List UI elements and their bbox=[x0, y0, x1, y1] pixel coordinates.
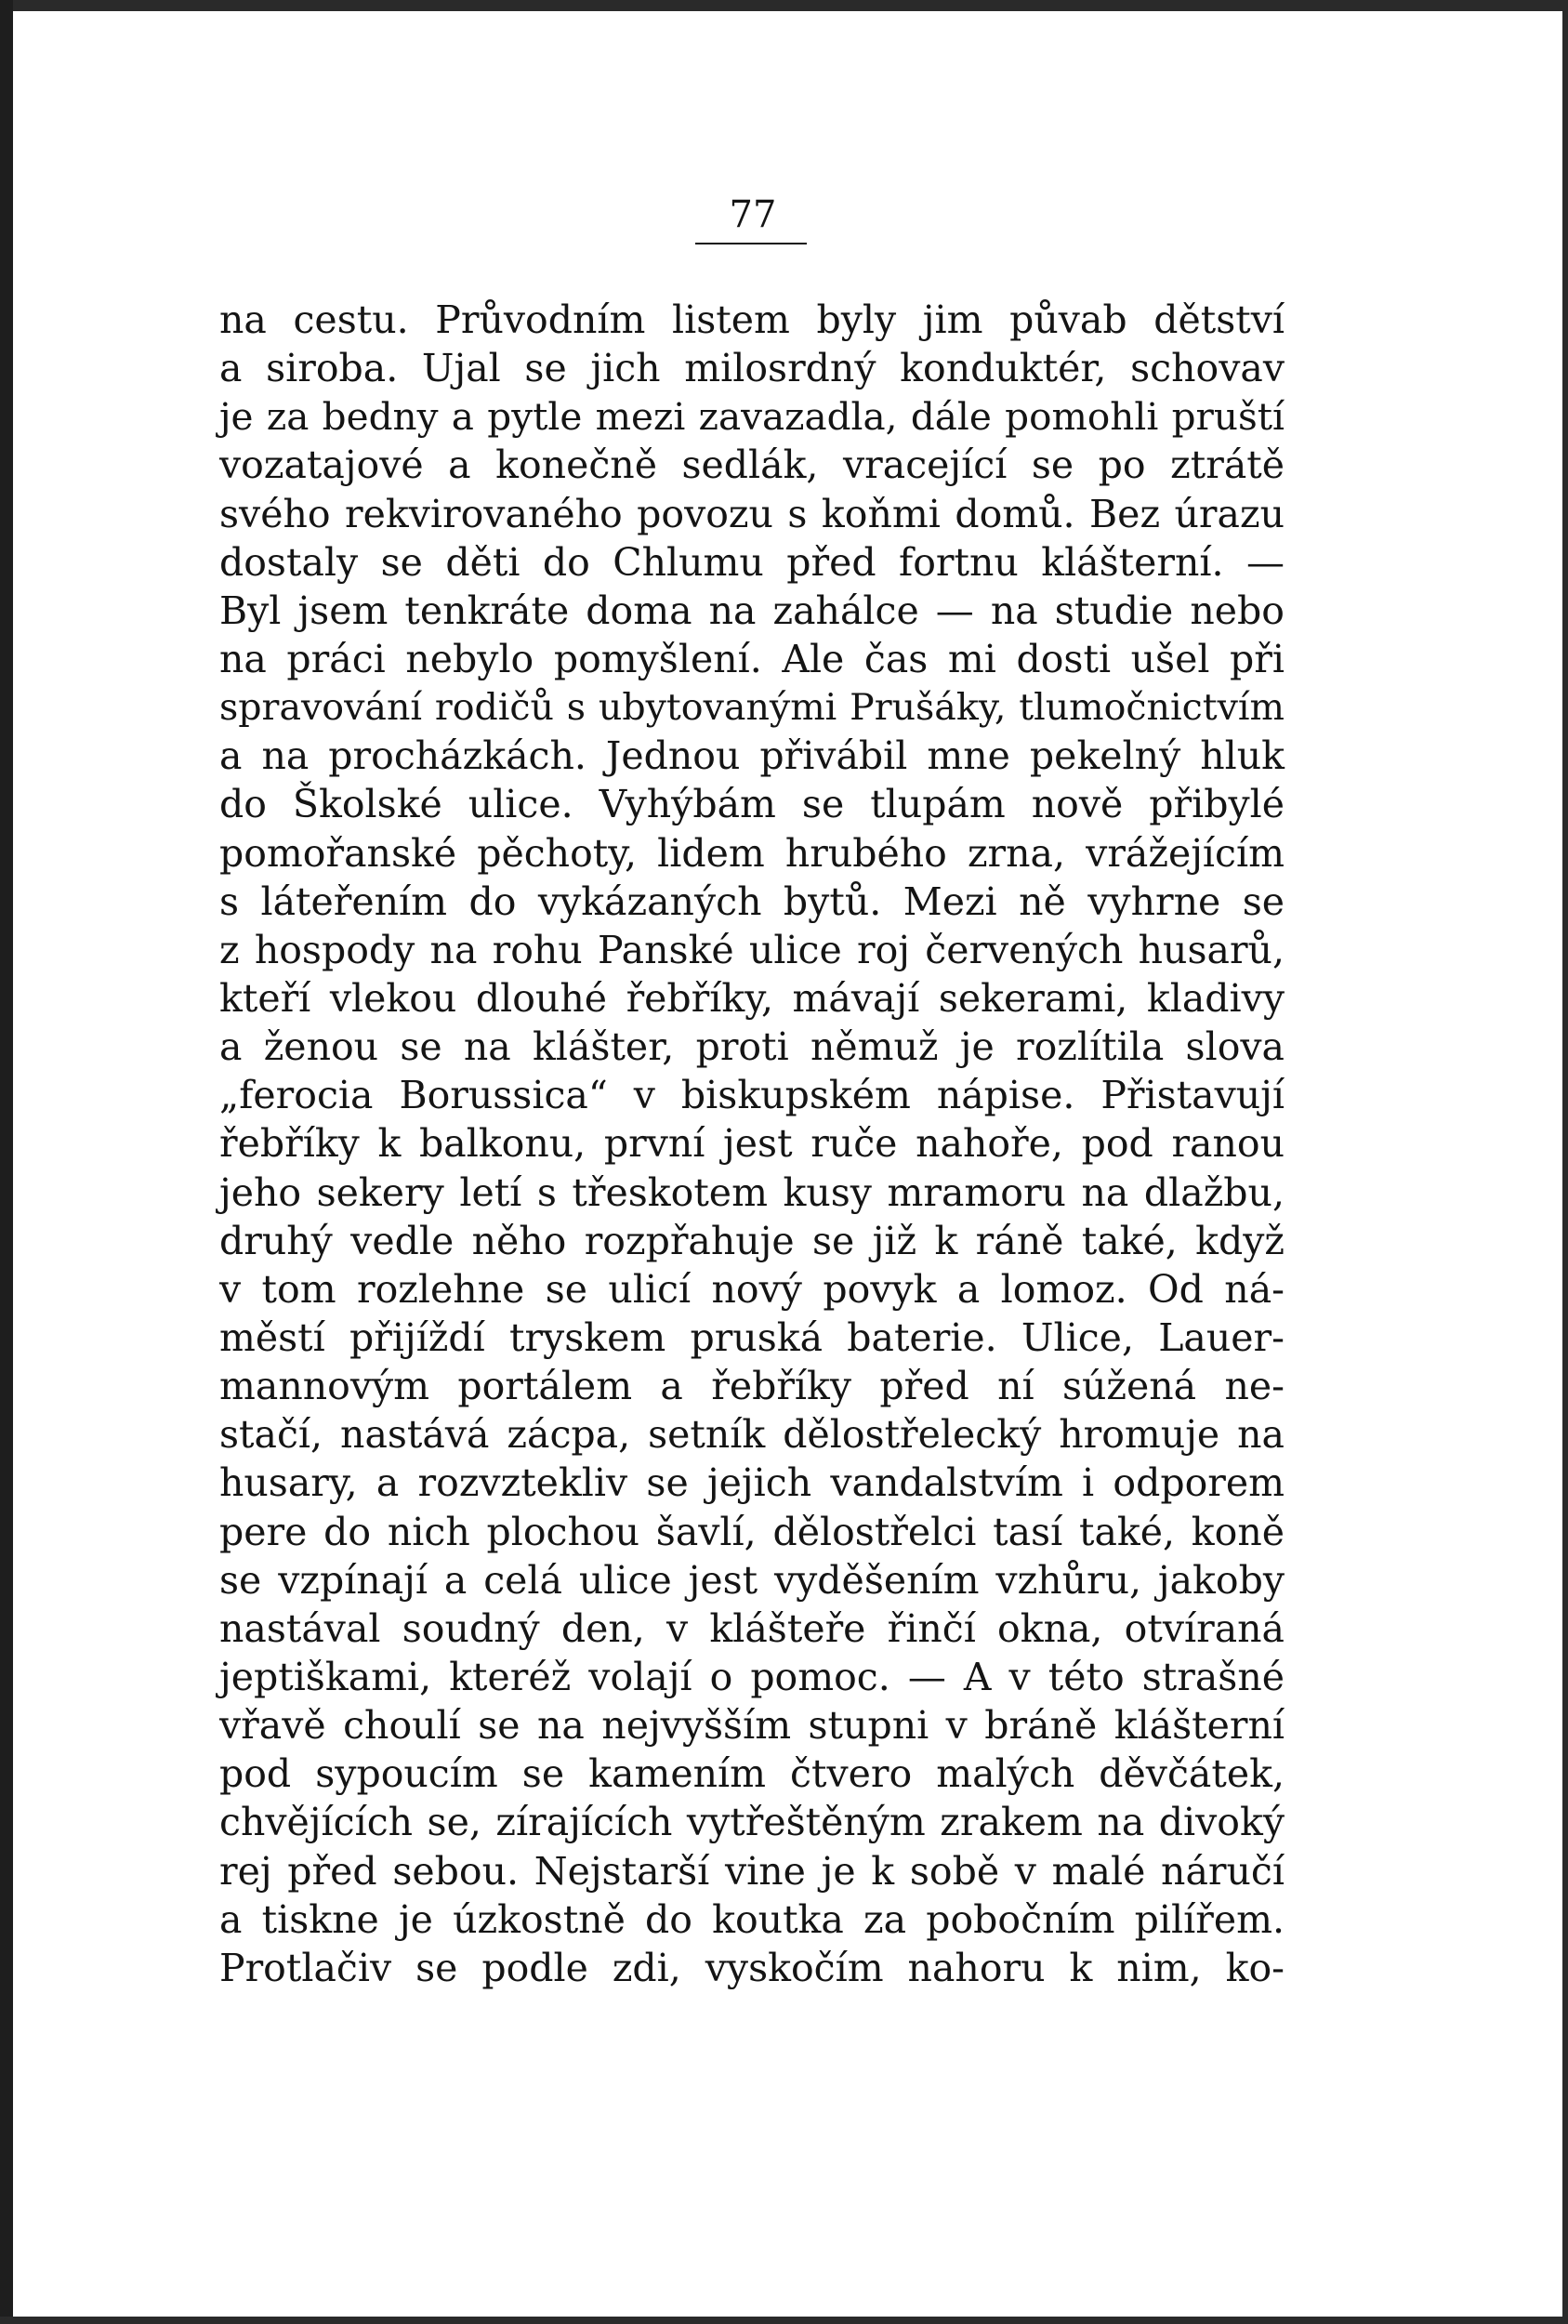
text-line: svého rekvirovaného povozu s koňmi domů. Bez úrazu bbox=[219, 491, 1285, 536]
scan-edge-right bbox=[1562, 0, 1568, 2324]
text-line: mannovým portálem a řebříky před ní súžená ne- bbox=[219, 1364, 1285, 1409]
text-line: a na procházkách. Jednou přivábil mne pekelný hluk bbox=[219, 733, 1285, 779]
text-line: na cestu. Průvodním listem byly jim půvab dětství bbox=[219, 297, 1285, 342]
text-line: nastával soudný den, v klášteře řinčí okna, otvíraná bbox=[219, 1605, 1285, 1651]
text-line: jeho sekery letí s třeskotem kusy mramoru na dlažbu, bbox=[219, 1169, 1285, 1215]
text-line: Protlačiv se podle zdi, vyskočím nahoru k nim, ko- bbox=[219, 1945, 1285, 1990]
text-line: pere do nich plochou šavlí, dělostřelci tasí také, koně bbox=[219, 1509, 1285, 1554]
text-line: „ferocia Borussica“ v biskupském nápise. Přistavují bbox=[219, 1073, 1285, 1118]
text-line: rej před sebou. Nejstarší vine je k sobě v malé náručí bbox=[219, 1848, 1285, 1894]
text-line: druhý vedle něho rozpřahuje se již k ráně také, když bbox=[219, 1218, 1285, 1263]
text-line: chvějících se, zírajících vytřeštěným zrakem na divoký bbox=[219, 1800, 1285, 1845]
text-line: a siroba. Ujal se jich milosrdný konduktér, schovav bbox=[219, 346, 1285, 391]
page-number-rule bbox=[695, 243, 807, 244]
text-line: řebříky k balkonu, první jest ruče nahoře, pod ranou bbox=[219, 1121, 1285, 1167]
text-line: z hospody na rohu Panské ulice roj červených husarů, bbox=[219, 927, 1285, 972]
text-line: vřavě choulí se na nejvyšším stupni v bráně klášterní bbox=[219, 1703, 1285, 1749]
text-line: městí přijíždí tryskem pruská baterie. Ulice, Lauer- bbox=[219, 1314, 1285, 1360]
scan-edge-top bbox=[0, 0, 1568, 11]
scan-edge-bottom bbox=[0, 2317, 1568, 2324]
text-line: husary, a rozvztekliv se jejich vandalstvím i odporem bbox=[219, 1460, 1285, 1506]
text-line: pod sypoucím se kamením čtvero malých děvčátek, bbox=[219, 1751, 1285, 1797]
text-line: a tiskne je úzkostně do koutka za pobočním pilířem. bbox=[219, 1896, 1285, 1942]
text-line: jeptiškami, kteréž volají o pomoc. — A v této strašné bbox=[219, 1654, 1285, 1699]
text-line: s láteřením do vykázaných bytů. Mezi ně vyhrne se bbox=[219, 878, 1285, 924]
text-line: Byl jsem tenkráte doma na zahálce — na studie nebo bbox=[219, 588, 1285, 633]
body-text bbox=[219, 296, 1285, 1992]
text-line: do Školské ulice. Vyhýbám se tlupám nově přibylé bbox=[219, 782, 1285, 827]
page-number: 77 bbox=[729, 193, 777, 236]
text-line: spravování rodičů s ubytovanými Prušáky, tlumočnictvím bbox=[219, 686, 1285, 730]
text-line: dostaly se děti do Chlumu před fortnu klášterní. — bbox=[219, 539, 1285, 585]
text-line: kteří vlekou dlouhé řebříky, mávají sekerami, kladivy bbox=[219, 975, 1285, 1021]
text-line: vozatajové a konečně sedlák, vracející se po ztrátě bbox=[219, 442, 1285, 488]
text-line: stačí, nastává zácpa, setník dělostřelecký hromuje na bbox=[219, 1412, 1285, 1458]
text-line: v tom rozlehne se ulicí nový povyk a lomoz. Od ná- bbox=[219, 1266, 1285, 1312]
text-line: je za bedny a pytle mezi zavazadla, dále pomohli pruští bbox=[219, 394, 1285, 440]
scan-edge-left bbox=[0, 0, 13, 2324]
text-line: a ženou se na klášter, proti němuž je rozlítila slova bbox=[219, 1024, 1285, 1070]
text-line: na práci nebylo pomyšlení. Ale čas mi dosti ušel při bbox=[219, 636, 1285, 681]
text-line: se vzpínají a celá ulice jest vyděšením vzhůru, jakoby bbox=[219, 1557, 1285, 1603]
text-line: pomořanské pěchoty, lidem hrubého zrna, vrážejícím bbox=[219, 830, 1285, 876]
